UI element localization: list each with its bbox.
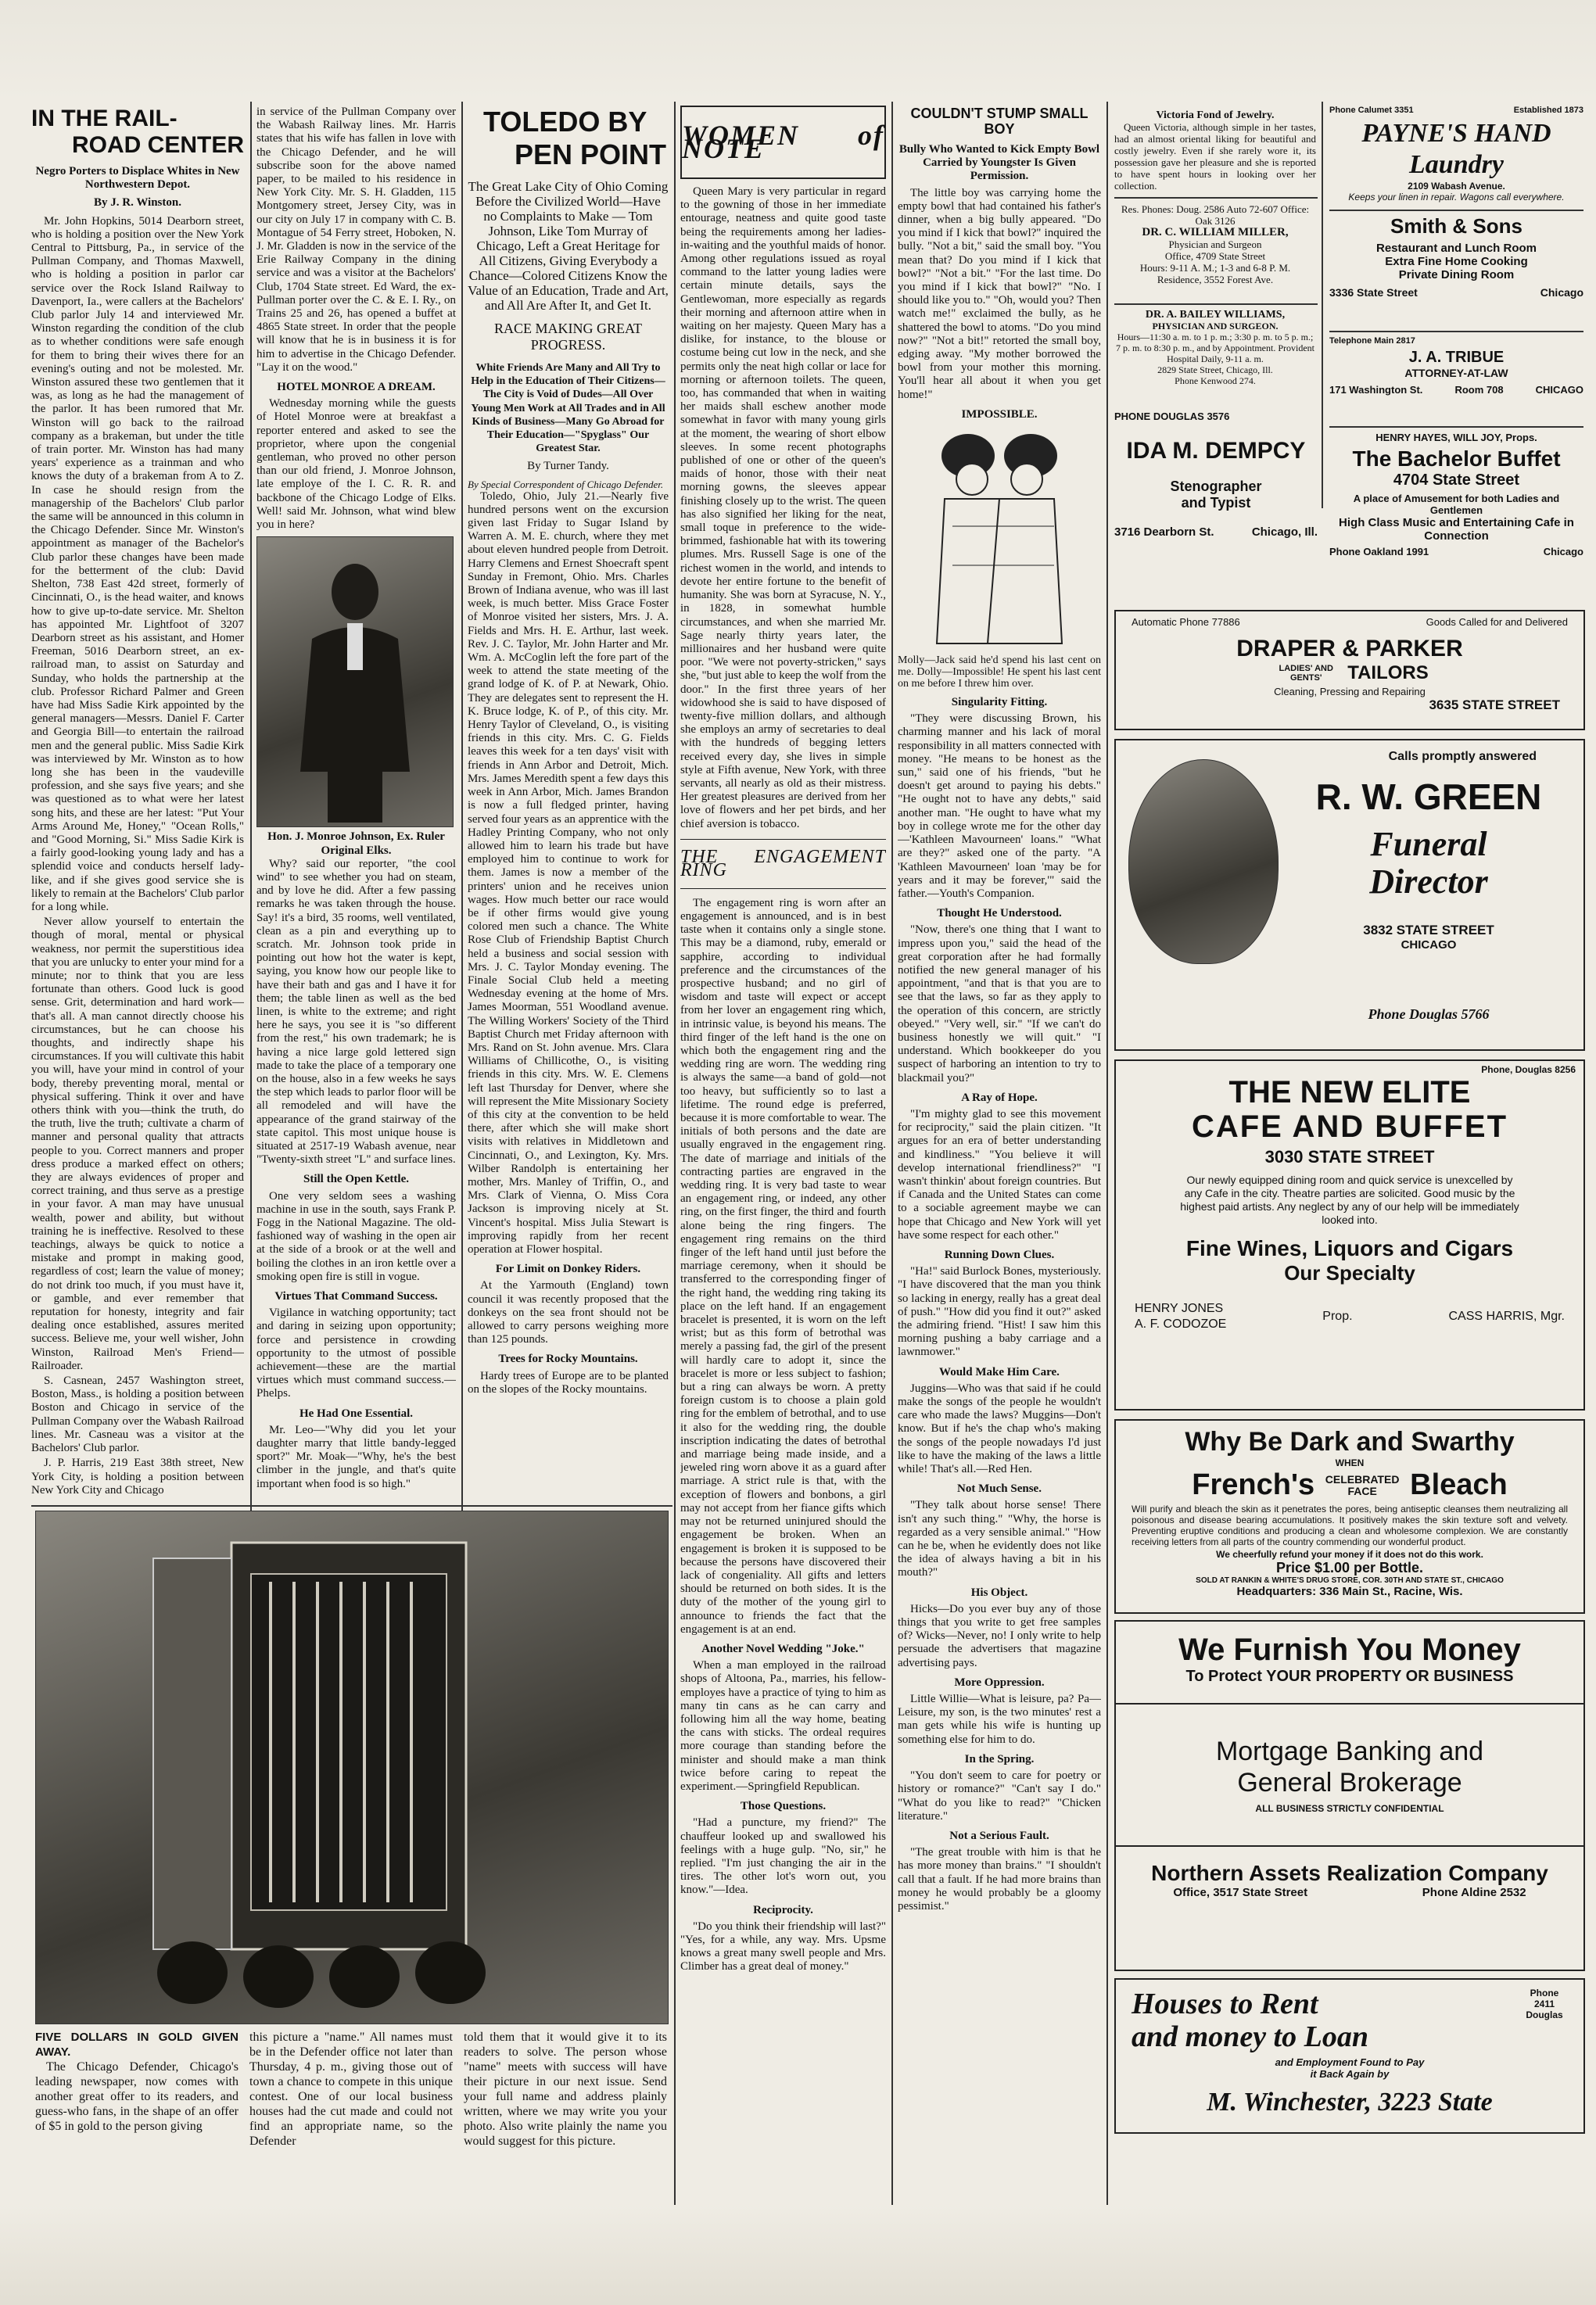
article-body: "Do you think their friendship will last?" "Yes, for a while, any way. Mrs. Upsme knows a great many swell people and Mrs. Climber has a great deal of money." <box>680 1920 886 1973</box>
deck: The Great Lake City of Ohio Coming Before the Civilized World—Have no Complaints to Make — Tom Johnson, Like Tom Murray of Chicago, Left a Great Heritage for All Citizens, Giving Everybody a Chance—Colored Citizens Know the Value of an Education, Trade and Art, and All Are After It, and Get It. <box>468 179 669 313</box>
subhead: Would Make Him Care. <box>939 1365 1060 1378</box>
green-funeral-ad: Calls promptly answered R. W. GREEN Funeral Director 3832 STATE STREET CHICAGO Phone Douglas 5766 <box>1114 739 1585 1051</box>
new-elite-ad: Phone, Douglas 8256 THE NEW ELITE CAFE AND BUFFET 3030 STATE STREET Our newly equipped dining room and quick service is unexcelled by any Cafe in the city. Theatre parties are solicited. Good music by the highest paid artists. Any neglect by any of our help will be immediately looked into. Fine Wines, Liquors and Cigars Our Specialty HENRY JONES A. F. CODOZOE Prop. CASS HARRIS, Mgr. <box>1114 1059 1585 1411</box>
article-body: "They were discussing Brown, his charming manner and his lack of moral responsibility in all matters connected with money. "He means to be honest as the sun," said one of his friends, "but he doesn't get around to paying his debts." "He ought not to have any debts," said another man. "He ought to have what my boy in college wrote me for the other day—'Kathleen Mavourneen' loans." "What are they?" asked one of the party. "A 'Kathleen Mavourneen' loan 'may be for years and it may be forever,'" said the father.—Youth's Companion. <box>898 712 1101 900</box>
article-body: When a man employed in the railroad shops of Altoona, Pa., marries, his fellow-employes have a practice of tying to him as many tin cans as he can carry and following him all the way home, beating the cans with sticks. The ordeal requires more courage than standing before the minister and should make a man think twice before caring to repeat the experiment.—Springfield Republican. <box>680 1659 886 1793</box>
divider <box>1114 197 1318 199</box>
subhead: Trees for Rocky Mountains. <box>498 1353 638 1366</box>
subhead: Singularity Fitting. <box>951 696 1048 709</box>
portrait-photo <box>256 536 454 827</box>
bottom-margin <box>0 2205 1596 2305</box>
headline-small-boy: COULDN'T STUMP SMALL BOY <box>910 106 1089 137</box>
subhead: His Object. <box>970 1586 1028 1599</box>
gold-body: The Chicago Defender, Chicago's leading newspaper, now comes with another great offer to its readers, and guess-who fans, in the shape of an offer of $5 in gold to the person giving <box>35 2060 239 2133</box>
article-body: Toledo, Ohio, July 21.—Nearly five hundred persons went on the excursion given last Friday to Sugar Island by Warren A. M. E. church, where they met about eleven hundred people from Detroit. Harry Clemens and Ernest Shoecraft spent Sunday in Fremont, Ohio. Mrs. Charles Brown of Indiana avenue, who was ill last week, is much better. Miss Grace Foster of Monroe visited her sisters, Mrs. J. A. Fields and Mrs. H. E. Arthur, last week. Rev. J. C. Taylor, Mr. John Harter and Mr. Wm. A. McCoglin left the fore part of the week to attend the state meeting of the grand lodge of K. of P. at Newark, Ohio. They are delegates sent to represent the H. K. Bruce lodge, K. of P., of this city. Mr. Henry Taylor of Cleveland, O., is visiting friends in this city. Mrs. C. G. Fields leaves this week for a ten days' visit with friends in Ann Arbor and Detroit, Mich. Mrs. James Meredith spent a few days this week in Ann Arbor, Mich. James Brandon is now a full fledged printer, having served four years as an apprentice with the Hadley Printing Company, who not only allowed him to learn his trade but have employed him to continue to work for them. James is now a member of the printers' union and he receives union wages. How much better our race would be if other firms would give young colored men such a chance. The White Rose Club of Friendship Baptist Church held a business and social session with Mrs. J. C. Taylor Monday evening. The Finale Social Club held a meeting Wednesday evening at the home of Mrs. James Moorman, 551 Woodland avenue. The Willing Workers' Society of the Third Baptist Church met Friday afternoon with Mrs. Rand on St. John avenue. Mrs. Clara Williams of Chillicothe, O., is visiting friends in this city. Mrs. W. E. Clemens left last Thursday for Denver, where she will represent the Mite Missionary Society of this city at the convention to be held there, after which she will make short visits with relatives in Middletown and Cincinnati, O., and Lexington, Ky. Mrs. Wilber Randolph is entertaining her mother, Mrs. Manley of Triffin, O., and Mrs. Clark of Vienna, O. Miss Cora Jackson is improving nicely at St. Vincent's hospital. Miss Julia Stewart is improving rapidly from her recent operation at Flower hospital. <box>468 489 669 1256</box>
deck: Bully Who Wanted to Kick Empty Bowl Carried by Youngster Is Given Permission. <box>898 143 1100 183</box>
article-body: "They talk about horse sense! There isn't any such thing." "Why, the horse is regarded as a very sensible animal." "How can he be, when he evidently does not like the idea of always having a bit in his mouth?" <box>898 1499 1101 1579</box>
article-body: Hicks—Do you ever buy any of those things that you write to get free samples of? Wicks—Never, no! I only write to help persuade the advertisers that magazine advertising pays. <box>898 1602 1101 1669</box>
article-body: Little Willie—What is leisure, pa? Pa—Leisure, my son, is the two minutes' rest a man gets while his wife is hunting up something else for him to do. <box>898 1693 1101 1746</box>
article-body: At the Yarmouth (England) town council it was recently proposed that the donkeys on the sea front should not be allowed to carry persons weighing more than 125 pounds. <box>468 1279 669 1346</box>
divider <box>1329 210 1583 211</box>
article-body: Why? said our reporter, "the cool wind" to see whether you had on steam, and by love he did. After a few passing remarks he was taken through the house. Say! it's a bird, 35 rooms, well ventilated, clean as a pin and everything up to scratch. Mr. Johnson took pride in pointing out how hot the water is kept, saying, you know how our people like to have their bath and gas and I have it for them; the table linen as well as the bed linen, is white to the extreme; and right here he says, you see it is "so different from the rest," his own trademark; he is having a nice large gold lettered sign made to take the place of a temporary one on the house, also in a few weeks he says the step which leads to parlor floor will be all remodeled and will have the appearance of the grand stairway of the state capitol. This most unique house is situated at 2517-19 Wabash avenue, near "Twenty-sixth street "L" and surface lines. <box>256 857 456 1167</box>
deck: Negro Porters to Displace Whites in New Northwestern Depot. <box>35 165 240 192</box>
laundry-ad: Phone Calumet 3351 Established 1873 PAYNE'S HAND Laundry 2109 Wabash Avenue. Keeps your linen in repair. Wagons call everywhere. <box>1329 106 1583 207</box>
cartoon-caption: Molly—Jack said he'd spend his last cent on me. Dolly—Impossible! He spent his last cent on me before I threw him over. <box>898 654 1101 690</box>
subhead: Not Much Sense. <box>957 1482 1042 1496</box>
draper-parker-ad: Automatic Phone 77886 Goods Called for and Delivered DRAPER & PARKER LADIES' AND GENTS' TAILORS Cleaning, Pressing and Repairing 3635 STATE STREET <box>1114 610 1585 730</box>
subhead: Thought He Understood. <box>937 907 1062 920</box>
article-body: Mr. Leo—"Why did you let your daughter marry that little bandy-legged sport?" Mr. Moak—"Why, he's the best climber in the jungle, and that's quite important when food is so high." <box>256 1423 456 1490</box>
divider <box>1114 303 1318 305</box>
subhead: HOTEL MONROE A DREAM. <box>277 381 436 394</box>
subhead: In the Spring. <box>964 1752 1035 1765</box>
cartoon-title: IMPOSSIBLE. <box>961 407 1038 421</box>
subhead: Not a Serious Fault. <box>949 1829 1049 1842</box>
article-body: Vigilance in watching opportunity; tact and daring in seizing upon opportunity; force and persistence in crowding opportunity to the utmost of possible achievement—these are the martial virtues which must command success.—Phelps. <box>256 1307 456 1400</box>
column-railroad <box>31 106 244 1505</box>
green-portrait <box>1128 759 1279 964</box>
column-hotel-monroe <box>256 106 456 1505</box>
gold-giveaway <box>35 2030 667 2178</box>
column-humor <box>898 106 1101 2287</box>
photo-caption: Hon. J. Monroe Johnson, Ex. Ruler Original Elks. <box>267 830 445 857</box>
divider <box>31 1505 672 1507</box>
women-of-note-logo: WOMEN of NOTE <box>680 106 886 179</box>
article-body: "Now, there's one thing that I want to impress upon you," said the head of the great corporation after he had formally notified the new general manager of his appointment, "and that is that you are to see that the laws, so far as they apply to the operation of this concern, are strictly obeyed." "Very well, sir." "If we can't do business honestly we will quit." "I understand. Which bookkeeper do you suspect of harboring an intention to try to blackmail you?" <box>898 923 1101 1084</box>
subhead: Virtues That Command Success. <box>274 1290 438 1303</box>
column-toledo <box>468 106 669 1505</box>
column-women-of-note <box>680 106 886 2287</box>
jewelry-article: Victoria Fond of Jewelry. Queen Victoria, although simple in her tastes, had an almost oriental liking for beautiful and costly jewelry. Even if she rarely wore it, its possession gave her pleasure and she is reported to have spent hours in looking over her collection. <box>1114 109 1316 192</box>
byline: By Turner Tandy. <box>527 460 609 473</box>
divider <box>1329 426 1583 428</box>
williams-card: DR. A. BAILEY WILLIAMS, PHYSICIAN AND SURGEON. Hours—11:30 a. m. to 1 p. m.; 3:30 p. m. to 5 p. m.; 7 p. m. to 8:30 p. m., and by Appointment. Provident Hospital Daily, 9-11 a. m. 2829 State Street, Chicago, Ill. Phone Kenwood 274. <box>1116 310 1314 386</box>
subhead: Those Questions. <box>740 1800 827 1813</box>
bachelor-buffet-ad: HENRY HAYES, WILL JOY, Props. The Bachelor Buffet 4704 State Street A place of Amusement for both Ladies and Gentlemen High Class Music and Entertaining Cafe in Connection Phone Oakland 1991 Chicago <box>1329 432 1583 588</box>
smith-ad: Smith & Sons Restaurant and Lunch Room Extra Fine Home Cooking Private Dining Room 3336 State Street Chicago <box>1329 214 1583 328</box>
byline: By J. R. Winston. <box>94 196 181 210</box>
portrait-figure <box>257 537 453 826</box>
houses-rent-ad: Houses to Rent and money to Loan Phone 2411 Douglas and Employment Found to Pay it Back Again by M. Winchester, 3223 State <box>1114 1978 1585 2134</box>
safe-photo <box>35 1511 669 2024</box>
article-body: "Ha!" said Burlock Bones, mysteriously. "I have discovered that the man you think so lacking in energy, really has a great deal of push." "How did you find it out?" asked the admiring friend. "Hist! I saw him this morning pushing a baby carriage and a lawnmower." <box>898 1265 1101 1359</box>
gold-body: told them that it would give it to its readers to solve. The person whose "name" meets with success will have their picture in our next issue. Send your full name and address plainly written, where we may write you your photo. Also write plainly the name you would suggest for this picture. <box>464 2031 667 2148</box>
subhead: Still the Open Kettle. <box>303 1173 409 1186</box>
subhead: More Oppression. <box>954 1676 1045 1689</box>
column-rule <box>1322 102 1323 508</box>
cartoon-illustration <box>898 425 1101 651</box>
money-loan-ad: We Furnish You Money To Protect YOUR PROPERTY OR BUSINESS Mortgage Banking and General Brokerage ALL BUSINESS STRICTLY CONFIDENTIAL Northern Assets Realization Company Office, 3517 State Street Phone Aldine 2532 <box>1114 1620 1585 1971</box>
article-body: Juggins—Who was that said if he could make the songs of the people he wouldn't care who made the laws? Muggins—Don't know. But if he's the chap who's making the songs of the people nowadays I'd just like to have the making of the laws a little while! That's all.—Red Hen. <box>898 1382 1101 1476</box>
article-body: Hardy trees of Europe are to be planted on the slopes of the Rocky mountains. <box>468 1369 669 1396</box>
gold-headline: FIVE DOLLARS IN GOLD GIVEN AWAY. <box>35 2031 239 2059</box>
article-body: in service of the Pullman Company over the Wabash Railway lines. Mr. Harris states that his wife has fallen in love with the Chicago Defender, and he will subscribe soon for the above named paper, to be mailed to his residence in New York City. Mr. S. H. Gladden, 115 Montgomery street, Jersey City, was in our city on July 17 in company with C. B. Montague of 54 Ferry street, Hoboken, N. J. Mr. Gladden is now in the service of the Erie Railway Company in the dining service and was a visitor at the Bachelors' Club, 1704 State street. Ed Ward, the ex-Pullman porter over the C. & E. I. Ry., on Trains 25 and 26, has opened a buffet at 4865 State street. In order that the people will know that he is in business it is for him to advertise in the Chicago Defender. "Lay it on the wood." <box>256 106 456 374</box>
subhead: A Ray of Hope. <box>961 1091 1038 1104</box>
article-body: Wednesday morning while the guests of Hotel Monroe were at breakfast a reporter entered and asked to see the proprietor, where upon the congenial gentleman, who proved no other person than our old friend, J. Monroe Johnson, late employe of the I. C. R. R. and backbone of the Chicago Lodge of Elks. Well! said Mr. Johnson, what wind blew you in here? <box>256 397 456 532</box>
subhead: RACE MAKING GREAT PROGRESS. <box>494 321 642 353</box>
safe-illustration <box>36 1511 668 2024</box>
column-rule <box>891 102 893 2291</box>
article-body: The engagement ring is worn after an engagement is announced, and is in best taste when it contains only a single stone. This may be a diamond, ruby, emerald or sapphire, according to individual preference and the circumstances of the prospective husband; and no girl of wisdom and taste will expect or accept from her lover an engagement ring which, in intrinsic value, is beyond his means. The third finger of the left hand is the one on which both the engagement ring and the wedding ring are worn. The wedding ring is always the same—a band of gold—not too heavy, but sufficiently so to last a lifetime. The round edge is preferred, because it is more comfortable to wear. The initials of both persons and the date are usually engraved in the engagement ring. The date of marriage and initials of the contracting parties are engraved in the wedding ring. It is very bad taste to wear an engagement ring, or indeed, any other ring, on the first finger, the third and fourth alone being the ring fingers. The engagement ring remains on the third finger of the left hand until just before the marriage ceremony, when it should be transferred to the corresponding finger of the right hand, the wedding ring taking its place on the left hand. If an engagement bracelet is presented, it is worn on the left wrist; but as this form of betrothal was merely a passing fad, the girl of the present will hardly care to adopt it, since the bracelet is more or less subject to fashion; but a ring can always be worn. A pretty foreign custom is to choose a plain gold ring for the emblem of betrothal, and to use it also for the wedding ring, the double inscription indicating the dates of betrothal and marriage being made inside, and a jeweled ring worn above it as a guard after marriage. A strict rule is that, with the exception of flowers and bonbons, a girl may not accept from her fiance gifts which may not be returned uninjured should the engagement be broken. When an engagement is broken it is supposed to be because the persons have discovered their lack of congeniality. All gifts and letters should be returned on both sides. It is the duty of the mother of the young girl to announce to friends the fact that the engagement is at an end. <box>680 896 886 1636</box>
tribue-ad: Telephone Main 2817 J. A. TRIBUE ATTORNEY-AT-LAW 171 Washington St. Room 708 CHICAGO <box>1329 336 1583 424</box>
subhead: Another Novel Wedding "Joke." <box>701 1642 865 1655</box>
subhead: Reciprocity. <box>753 1903 813 1916</box>
cartoon-figures <box>898 425 1099 651</box>
subhead: Running Down Clues. <box>944 1248 1055 1261</box>
column-rule <box>250 102 252 1603</box>
article-body: J. P. Harris, 219 East 38th street, New York City, is holding a position between New York City and Chicago <box>31 1457 244 1497</box>
subhead: He Had One Essential. <box>299 1407 413 1420</box>
miller-card: Res. Phones: Doug. 2586 Auto 72-607 Office: Oak 3126 DR. C. WILLIAM MILLER, Physician and Surgeon Office, 4709 State Street Hours: 9-11 A. M.; 1-3 and 6-8 P. M. Residence, 3552 Forest Ave. <box>1121 203 1310 285</box>
dateline: By Special Correspondent of Chicago Defender. <box>468 478 664 490</box>
gold-body: this picture a "name." All names must be in the Defender office not later than Thursday, 4 p. m., giving those out of town a chance to compete in this unique contest. One of our local business houses had the cut made and could not find an appropriate name, so the Defender <box>249 2031 453 2148</box>
column-rule <box>1106 102 1108 2291</box>
article-body: Mr. John Hopkins, 5014 Dearborn street, who is holding a position over the New York Central to Pittsburg, Pa., in service of the Pullman Company, and Thomas Maxwell, who is holding a position in parlor car service over the Rock Island Railway to Davenport, Ia., were callers at the Bachelors' Club parlor July 14 and interviewed Mr. Winston regarding the condition of the club as to whether conditions were safe enough for them to bring their wives there for an evening's outing and not be molested. Mr. Winston assured these two gentlemen that it was, as long as he had the management of the parlor. It has been rumored that Mr. Winston will go back to the railroad company as a brakeman, but under the title of train porter. Mr. Winston has had many years' experience as a trainman and who knows the duty of a brakeman from A to Z. In case he should resign from the managership of the Bachelors' Club parlor the same will be announced in this column in the Chicago Defender. Since Mr. Winston's appointment as manager of the Bachelor's Club parlor these changes have been made for the betterment of the club: David Shelton, 738 East 42d street, formerly of Cincinnati, O., is the head waiter, and knows how to give up-to-date service. Mr. Shelton has appointed Mr. Lightfoot of 3207 Dearborn street as his assistant, and Homer Freeman, 5016 Dearborn street, an ex-railroad man, to assist on Saturday and Sunday, who holds the partnership at the club. Professor Richard Palmer and Green have had Miss Sadie Kirk appointed by the general managers—Messrs. Daniel F. Carter and Georgia Bill—to entertain the railroad men and the general public. Miss Sadie Kirk was interviewed by Mr. Winston as to how long she has been in the vaudeville profession, and she says five years; and she was questioned as to what were her latest song hits, and these are her latest: "Put Your Arms Around Me, Honey," "Ocean Rolls," and "Good Morning, Si." Miss Sadie Kirk is a fairly good-looking young lady and has a splendid voice and conducts herself lady-like, and if she gives good service she is likely to remain at the Bachelors' Club parlor for a long while. <box>31 214 244 913</box>
article-body: Queen Mary is very particular in regard to the gowning of those in her immediate entourage, neatness and quite good taste being the requirements among her ladies-in-waiting and the youthful maids of honor. Among other regulations issued as royal command to the latter young ladies were certain minute details, says the Gentlewoman, more especially as regards their morning and afternoon attire when in waiting on her majesty. Queen Mary has a dislike, for instance, to the blouse or costume being cut low in the neck, and she permits only the neat high collar or lace for morning or afternoon toilets. The queen, too, has commanded that when in waiting her maids shall eschew another mode somewhat in favor with many young girls at the moment, the wearing of short elbow sleeves. In some recent photographs published of one or other of the queen's maids of honor, those with their neat morning gowns, the sleeves appear finishing closely up to the wrist. The queen has also signified her liking for the neat, small toque in preference to the wide-brimmed, fashionable hat with its towering plumes. Mrs. Russell Sage is one of the richest women in the world, and intends to devote her entire fortune to the benefit of humanity. She was born at Syracuse, N. Y., in 1828, in somewhat humble circumstances, and when she married Mr. Sage nearly thirty years later, the millionaires and her husband were quite poor. "We were not poverty-stricken," says she, "but just able to keep the wolf from the door." In the first three years of her widowhood she is said to have disposed of twenty-five million dollars, and although she employs an army of secretaries to deal with the hundreds of begging letters received every day, she lives in simple style at Fifth avenue, New York, with three servants, all nearly as old as their mistress. Her greatest pleasures are derived from her love of flowers and her pet birds, and her chief aversion is tobacco. <box>680 185 886 830</box>
headline-railroad: IN THE RAIL- ROAD CENTER <box>31 106 244 158</box>
article-body: "The great trouble with him is that he has more money than brains." "I shouldn't call that a fault. If he had more brains than money he would probably be a gloomy pessimist." <box>898 1846 1101 1912</box>
deck: White Friends Are Many and All Try to Help in the Education of Their Citizens—The City is Void of Dudes—All Over Young Men Work at All Trades and in All Kinds of Business—Many Go Abroad for Their Education—"Spyglass" Our Greatest Star. <box>471 362 665 455</box>
article-body: "You don't seem to care for poetry or history or romance?" "Can't say I do." "What do you like to read?" "Chicken literature." <box>898 1769 1101 1823</box>
article-body: "I'm mighty glad to see this movement for reciprocity," said the plain citizen. "It argues for an era of better understanding and kindliness." "You believe it will develop international friendliness?" "I wasn't thinkin' about foreign countries. But if Canada and the United States can come to a sociable agreement maybe we can hope that Chicago and New York will yet have some respect for each other." <box>898 1107 1101 1242</box>
dempcy-ad: PHONE DOUGLAS 3576 IDA M. DEMPCY Stenographer and Typist 3716 Dearborn St. Chicago, Ill. <box>1114 410 1318 539</box>
top-margin <box>0 0 1596 102</box>
article-body: Never allow yourself to entertain the though of moral, mental or physical weakness, nor permit the superstitious idea that you are unlucky to enter your mind for a minute; nor to think that you are less fortunate than others. Good luck is good sense. Grit, determination and hard work—that's all. A man cannot directly choose his circumstances, but he can choose his thoughts, and indirectly shape his circumstances. If you will cultivate this habit you will, have your mind in control of your body, thereby preventing moral, mental or physical suffering. Think it over and have others think with you—think the truth, do the truth, live the truth; cultivate a charm of manner and personal quality that attracts people to you. Correct manners and proper dress produce a marked effect on others; they are always evidences of proper and correct training, and thus serve as a prestige in your favor. A man may have unusual wealth, power and ability, but without training he is ineffective. Resolved to these teachings, always be quick to notice a mistake and prompt in making good, regardless of cost; learn the value of money; do not drink too much, if you must have it, or gamble, and ever remember that reputation for honesty, integrity and fair dealing once established, assures merited success. Believe me, your well wisher, John Winston, Railroad Men's Friend—Railroader. <box>31 916 244 1372</box>
column-rule <box>461 102 463 1603</box>
column-rule <box>674 102 676 2291</box>
article-body: One very seldom sees a washing machine in use in the south, says Frank P. Fogg in the National Magazine. The old-fashioned way of washing in the open air at the side of a brook or at the well and boiling the clothes in an iron kettle over a smoking open fire is still in vogue. <box>256 1189 456 1283</box>
french-bleach-ad: Why Be Dark and Swarthy WHEN French's CELEBRATED FACE Bleach Will purify and bleach the skin as it penetrates the pores, being antiseptic cleanses them neutralizing all poisonous and disease bearing accumulations. It positively makes the skin texture soft and velvety. Preventing eruptive conditions and producing a clean and wholesome complexion. We are constantly receiving letters from all parts of the country commending our wonderful product. We cheerfully refund your money if it does not do this work. Price $1.00 per Bottle. SOLD AT RANKIN & WHITE'S DRUG STORE, COR. 30TH AND STATE ST., CHICAGO Headquarters: 336 Main St., Racine, Wis. <box>1114 1419 1585 1614</box>
subhead: For Limit on Donkey Riders. <box>495 1263 641 1276</box>
article-body: "Had a puncture, my friend?" The chauffeur looked up and swallowed his feelings with a huge gulp. "No, sir," he replied. "I'm just changing the air in the tires. The other lot's worn out, you know."—Idea. <box>680 1816 886 1897</box>
engagement-ring-logo: THE ENGAGEMENT RING <box>680 839 886 889</box>
article-body: S. Casnean, 2457 Washington street, Boston, Mass., is holding a position between Boston and Chicago in service of the Pullman Company over the Wabash Railroad lines. Mr. Casneau was a visitor at the Bachelors' Club parlor. <box>31 1375 244 1455</box>
article-body: The little boy was carrying home the empty bowl that had contained his father's dinner, when a big bully appeared. "Do you mind if I kick that bowl?" inquired the bully. "Not a bit," said the small boy. "You mean that? Do you mind if I kick that bowl?" "Not a bit." "For the last time. Do you mind if I kick that bowl?" "No. I should like you to." "Oh, would you? Then watch me!" exclaimed the bully, as he shattered the bowl to atoms. "Do you mind now?" "Not a bit!" retorted the small boy, edging away. "My mother borrowed the bowl from your mother this morning. You'll hear all about it when you get home!" <box>898 186 1101 401</box>
headline-toledo: TOLEDO BY PEN POINT <box>483 106 667 170</box>
divider <box>1329 331 1583 332</box>
